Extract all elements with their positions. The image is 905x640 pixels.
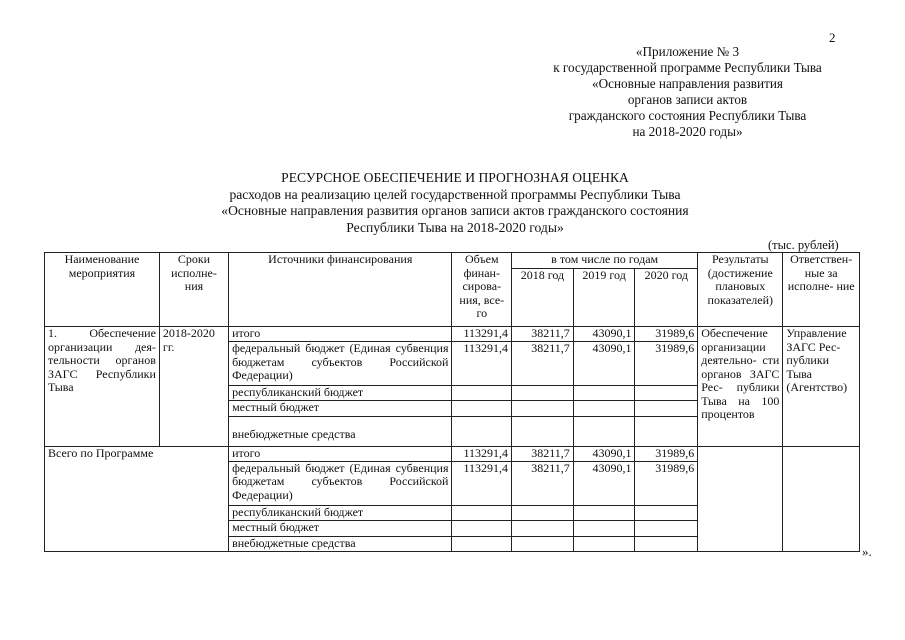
appendix-line: на 2018-2020 годы»	[632, 124, 743, 139]
total-cell: 113291,4	[452, 461, 512, 505]
appendix-line: органов записи актов	[627, 92, 748, 107]
y2020-cell	[635, 520, 698, 536]
header-by-years: в том числе по годам	[512, 253, 698, 269]
y2019-cell	[573, 520, 635, 536]
source-cell: местный бюджет	[229, 520, 452, 536]
results-cell	[698, 446, 783, 551]
y2018-cell	[512, 386, 574, 401]
total-cell	[452, 505, 512, 520]
y2020-cell: 31989,6	[635, 327, 698, 342]
title-line: Республики Тыва на 2018-2020 годы»	[346, 219, 564, 235]
y2019-cell	[573, 386, 635, 401]
y2020-cell: 31989,6	[635, 446, 698, 461]
total-cell: 113291,4	[452, 327, 512, 342]
y2020-cell	[635, 505, 698, 520]
header-volume: Объем финан- сирова- ния, все- го	[452, 253, 512, 327]
y2018-cell: 38211,7	[512, 327, 574, 342]
y2018-cell	[512, 520, 574, 536]
source-cell: внебюджетные средства	[229, 416, 452, 446]
y2018-cell: 38211,7	[512, 342, 574, 386]
source-cell: республиканский бюджет	[229, 505, 452, 520]
table-row	[45, 327, 860, 342]
source-cell: местный бюджет	[229, 400, 452, 416]
y2019-cell	[573, 536, 635, 551]
source-cell: итого	[229, 327, 452, 342]
source-cell: федеральный бюджет (Единая субвенция бюджетам субъектов Российской Федерации)	[229, 461, 452, 505]
total-cell: 113291,4	[452, 342, 512, 386]
page-number: 2	[829, 30, 836, 45]
appendix-line: «Приложение № 3	[635, 44, 740, 59]
total-cell	[452, 536, 512, 551]
y2018-cell	[512, 416, 574, 446]
y2019-cell	[573, 416, 635, 446]
responsible-cell: Управление ЗАГС Рес- публики Тыва (Агентство)	[783, 327, 860, 447]
title-line: расходов на реализацию целей государственной программы Республики Тыва	[229, 186, 681, 202]
y2020-cell: 31989,6	[635, 461, 698, 505]
appendix-line: к государственной программе Республики Тыва	[553, 60, 822, 75]
table-row	[45, 446, 860, 461]
y2020-cell	[635, 536, 698, 551]
resource-table	[44, 252, 860, 552]
total-cell	[452, 416, 512, 446]
header-2020: 2020 год	[635, 269, 698, 327]
y2020-cell: 31989,6	[635, 342, 698, 386]
y2020-cell	[635, 416, 698, 446]
activity-name: 1. Обеспечение организации дея- тельности органов ЗАГС Республики Тыва	[45, 327, 160, 447]
appendix-line: гражданского состояния Республики Тыва	[568, 108, 807, 123]
y2020-cell	[635, 400, 698, 416]
header-2019: 2019 год	[573, 269, 635, 327]
source-cell: федеральный бюджет (Единая субвенция бюджетам субъектов Российской Федерации)	[229, 342, 452, 386]
title-line: «Основные направления развития органов записи актов гражданского состояния	[221, 203, 689, 218]
source-cell: итого	[229, 446, 452, 461]
y2019-cell	[573, 505, 635, 520]
document-title	[160, 170, 750, 236]
title-line: РЕСУРСНОЕ ОБЕСПЕЧЕНИЕ И ПРОГНОЗНАЯ ОЦЕНКА	[281, 170, 629, 185]
appendix-line: «Основные направления развития	[592, 76, 783, 91]
total-cell	[452, 520, 512, 536]
header-sources: Источники финансирования	[229, 253, 452, 327]
y2019-cell: 43090,1	[573, 446, 635, 461]
total-cell	[452, 400, 512, 416]
total-cell: 113291,4	[452, 446, 512, 461]
y2019-cell: 43090,1	[573, 461, 635, 505]
header-responsible: Ответствен- ные за исполне- ние	[783, 253, 860, 327]
header-2018: 2018 год	[512, 269, 574, 327]
source-cell: республиканский бюджет	[229, 386, 452, 401]
header-name: Наименование мероприятия	[45, 253, 160, 327]
results-cell: Обеспечение организации деятельно- сти органов ЗАГС Рес- публики Тыва на 100 процентов	[698, 327, 783, 447]
y2018-cell	[512, 400, 574, 416]
y2020-cell	[635, 386, 698, 401]
y2018-cell: 38211,7	[512, 461, 574, 505]
responsible-cell	[783, 446, 860, 551]
header-terms: Сроки исполне- ния	[159, 253, 228, 327]
y2018-cell	[512, 505, 574, 520]
closing-quote: ».	[862, 544, 872, 559]
unit-label: (тыс. рублей)	[768, 238, 839, 252]
y2018-cell	[512, 536, 574, 551]
source-cell: внебюджетные средства	[229, 536, 452, 551]
y2019-cell	[573, 400, 635, 416]
y2019-cell: 43090,1	[573, 342, 635, 386]
header-results: Результаты (достижение плановых показателей)	[698, 253, 783, 327]
y2018-cell: 38211,7	[512, 446, 574, 461]
program-total-label: Всего по Программе	[45, 446, 229, 551]
total-cell	[452, 386, 512, 401]
activity-terms: 2018-2020 гг.	[159, 327, 228, 447]
appendix-heading	[520, 44, 855, 140]
y2019-cell: 43090,1	[573, 327, 635, 342]
